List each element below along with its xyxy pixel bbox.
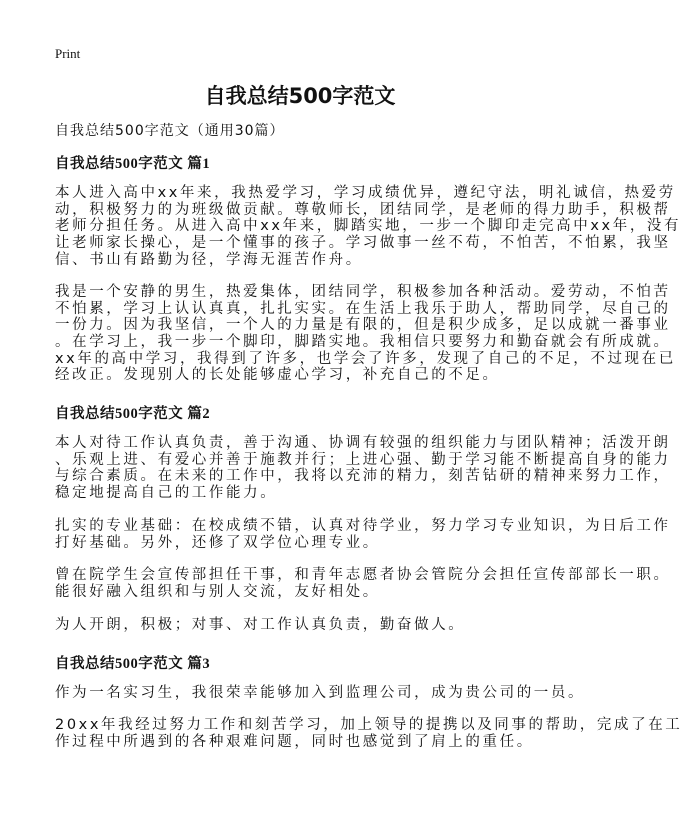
paragraph-line: 与综合素质。在未来的工作中，我将以充沛的精力，刻苦钻研的精神来努力工作，	[55, 468, 671, 485]
paragraph-line: 打好基础。另外，还修了双学位心理专业。	[55, 534, 380, 551]
paragraph	[55, 717, 682, 750]
section-heading: 自我总结500字范文 篇3	[55, 656, 211, 672]
paragraph-line: 能很好融入组织和与别人交流，友好相处。	[55, 583, 380, 600]
paragraph-line: 稳定地提高自己的工作能力。	[55, 485, 278, 502]
paragraph	[55, 685, 585, 702]
paragraph-line: 老师分担任务。从进入高中xx年来，脚踏实地，一步一个脚印走完高中xx年，没有	[55, 218, 682, 235]
paragraph	[55, 185, 681, 268]
paragraph-line: 不怕累，学习上认认真真，扎扎实实。在生活上我乐于助人，帮助同学，尽自己的	[55, 300, 671, 317]
paragraph-line: 为人开朗，积极；对事、对工作认真负责，勤奋做人。	[55, 617, 466, 633]
paragraph-line: 我是一个安静的男生，热爱集体，团结同学，积极参加各种活动。爱劳动，不怕苦	[55, 284, 671, 300]
paragraph-line: 动，积极努力的为班级做贡献。尊敬师长，团结同学，是老师的得力助手，积极帮	[55, 201, 671, 218]
paragraph-line: 作过程中所遇到的各种艰难问题，同时也感觉到了肩上的重任。	[55, 733, 534, 750]
paragraph-line: 让老师家长操心，是一个懂事的孩子。学习做事一丝不苟，不怕苦，不怕累，我坚	[55, 235, 671, 252]
paragraph-line: 20xx年我经过努力工作和刻苦学习，加上领导的提携以及同事的帮助，完成了在工	[55, 717, 682, 733]
paragraph	[55, 435, 671, 502]
paragraph-line: 一份力。因为我坚信，一个人的力量是有限的，但是积少成多，足以成就一番事业	[55, 317, 671, 334]
paragraph-line: 扎实的专业基础：在校成绩不错，认真对待学业，努力学习专业知识，为日后工作	[55, 518, 671, 534]
paragraph-line: xx年的高中学习，我得到了许多，也学会了许多，发现了自己的不足，不过现在已	[55, 350, 676, 367]
paragraph-line: 本人进入高中xx年来，我热爱学习，学习成绩优异，遵纪守法，明礼诚信，热爱劳	[55, 185, 676, 201]
paragraph	[55, 284, 676, 384]
section-heading: 自我总结500字范文 篇1	[55, 156, 211, 172]
paragraph-line: 信、书山有路勤为径，学海无涯苦作舟。	[55, 251, 363, 268]
paragraph-line: 曾在院学生会宣传部担任干事，和青年志愿者协会管院分会担任宣传部部长一职。	[55, 567, 671, 583]
paragraph-line: 本人对待工作认真负责，善于沟通、协调有较强的组织能力与团队精神；活泼开朗	[55, 435, 671, 451]
subtitle: 自我总结500字范文（通用30篇）	[55, 123, 285, 139]
paragraph-line: 。在学习上，我一步一个脚印，脚踏实地。我相信只要努力和勤奋就会有所成就。	[55, 334, 671, 351]
paragraph-line: 作为一名实习生，我很荣幸能够加入到监理公司，成为贵公司的一员。	[55, 685, 586, 701]
page-title: 自我总结500字范文	[204, 84, 396, 108]
paragraph-line: 经改正。发现别人的长处能够虚心学习，补充自己的不足。	[55, 367, 500, 384]
paragraph-line: 、乐观上进、有爱心并善于施教并行；上进心强、勤于学习能不断提高自身的能力	[55, 451, 671, 468]
paragraph	[55, 617, 465, 634]
print-link[interactable]: Print	[55, 46, 81, 61]
section-heading: 自我总结500字范文 篇2	[55, 406, 211, 422]
paragraph	[55, 567, 671, 600]
paragraph	[55, 518, 671, 551]
